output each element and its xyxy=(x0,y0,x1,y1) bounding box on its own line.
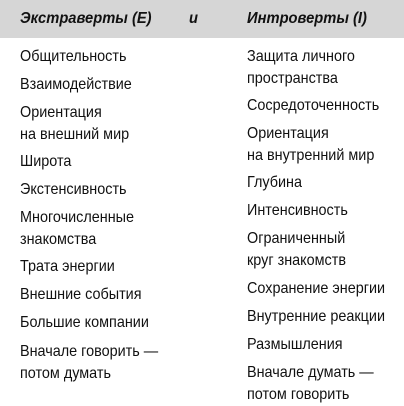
extraverts-heading: Экстраверты (E) xyxy=(20,10,152,27)
introvert-trait: Вначале думать — потом говорить xyxy=(247,364,374,403)
introvert-trait: Интенсивность xyxy=(247,202,348,219)
extravert-trait: Взаимодействие xyxy=(20,76,132,93)
introvert-trait: Ориентация на внутренний мир xyxy=(247,125,375,164)
introvert-trait: Глубина xyxy=(247,174,303,191)
introvert-trait: Сосредоточенность xyxy=(247,97,380,114)
extravert-trait: Большие компании xyxy=(20,314,149,331)
and-conjunction: и xyxy=(189,10,198,27)
extravert-trait: Трата энергии xyxy=(20,258,115,275)
extravert-trait: Многочисленные знакомства xyxy=(20,209,135,248)
introvert-trait: Внутренние реакции xyxy=(247,308,385,325)
introverts-heading: Интроверты (I) xyxy=(247,10,367,27)
extravert-trait: Экстенсивность xyxy=(20,181,127,198)
extravert-trait: Общительность xyxy=(20,48,127,65)
extravert-trait: Ориентация на внешний мир xyxy=(20,104,130,143)
extravert-trait: Внешние события xyxy=(20,286,142,303)
introvert-trait: Защита личного пространства xyxy=(247,48,355,87)
introvert-trait: Сохранение энергии xyxy=(247,280,386,297)
extravert-trait: Вначале говорить — потом думать xyxy=(20,343,159,382)
extravert-trait: Широта xyxy=(20,153,72,170)
table-header xyxy=(0,0,404,38)
introvert-trait: Размышления xyxy=(247,336,343,353)
introvert-trait: Ограниченный круг знакомств xyxy=(247,230,346,269)
